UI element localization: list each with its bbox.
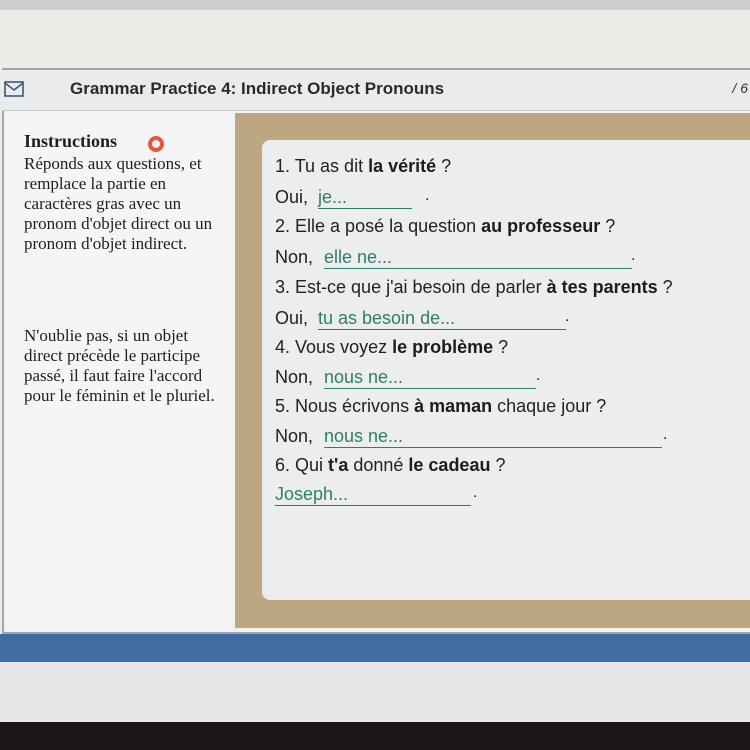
bottom-accent-bar [0, 634, 750, 662]
instructions-note: N'oublie pas, si un objet direct précède le participe passé, il faut faire l'accord pour le féminin et le pluriel. [24, 326, 215, 405]
question-6: 6. Qui t'a donné le cadeau ? [275, 455, 506, 475]
instructions-heading: Instructions [24, 131, 118, 151]
question-1: 1. Tu as dit la vérité ? [275, 156, 452, 176]
audio-icon[interactable] [148, 136, 164, 152]
answer-3: Oui, tu as besoin de... . [275, 308, 570, 328]
instructions-panel [6, 112, 232, 626]
answer-input-1[interactable]: je... [318, 186, 412, 209]
answer-5: Non, nous ne... . [275, 426, 668, 446]
question-3: 3. Est-ce que j'ai besoin de parler à tes parents ? [275, 277, 673, 297]
question-5: 5. Nous écrivons à maman chaque jour ? [275, 396, 607, 416]
question-4: 4. Vous voyez le problème ? [275, 337, 509, 357]
answer-input-4[interactable]: nous ne... [324, 366, 536, 389]
answer-input-6[interactable]: Joseph... [275, 483, 471, 506]
instructions-paragraph: Réponds aux questions, et remplace la partie en caractères gras avec un pronom d'objet direct ou un pronom d'objet indirect. [24, 154, 213, 253]
answer-input-3[interactable]: tu as besoin de... [318, 307, 566, 330]
answer-input-5[interactable]: nous ne... [324, 425, 662, 448]
mail-icon[interactable] [4, 80, 24, 98]
page-count: / 6 [732, 80, 748, 96]
bottom-area [0, 662, 750, 722]
question-2: 2. Elle a posé la question au professeur ? [275, 216, 616, 236]
screen: Grammar Practice 4: Indirect Object Pronouns / 6 Instructions Réponds aux questions, et remplace la partie en caractères gras avec un pronom d'objet direct ou un pronom d'objet indirect. N'oublie pas, si un objet direct précède le participe passé, il faut faire l'accord pour le féminin et le pluriel. 1. Tu as dit la vérité ? Oui, je... . 2. Elle a posé la question au professeur ? Non, elle ne... . 3. Est-ce que j'ai besoin de parler à tes parents ? Oui, tu as besoin de... . 4. Vous voyez le problème ? Non, nous ne... . 5. Nous écrivons à maman chaque jour ? Non, nous ne... . 6. Qui t'a donné le cadeau ? Joseph... . [0, 0, 750, 722]
page-title: Grammar Practice 4: Indirect Object Pronouns [70, 79, 445, 98]
answer-2: Non, elle ne... . [275, 247, 636, 267]
answer-input-2[interactable]: elle ne... [324, 246, 632, 269]
top-strip [0, 0, 750, 10]
answer-4: Non, nous ne... . [275, 367, 541, 387]
title-bar [2, 70, 750, 111]
answer-1: Oui, je... . [275, 187, 430, 207]
